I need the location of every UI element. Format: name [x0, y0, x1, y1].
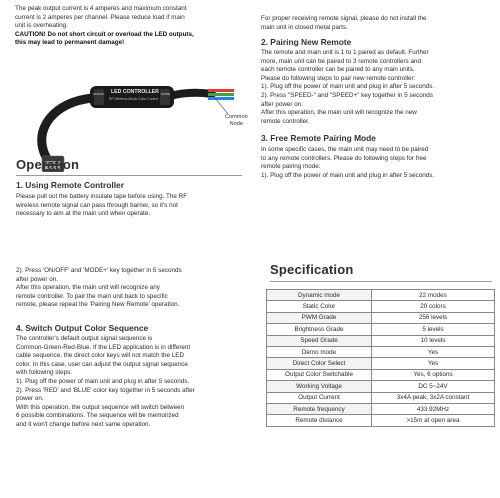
text-line: The remote and main unit is 1 to 1 paired as default. Further [261, 49, 429, 56]
spec-label: Demo mode [267, 346, 372, 357]
common-node-callout [225, 114, 248, 127]
spec-value: Yes [372, 346, 495, 357]
text-line: current is 2 amperes per channel. Please reduce load if main [15, 13, 185, 21]
spec-label: Static Color [267, 301, 372, 312]
spec-value: 3x4A peak, 3x2A constant [372, 392, 495, 403]
text-line: The peak output current is 4 amperes and maximum constant [15, 5, 187, 12]
text-line: 2). Press 'RED' and 'BLUE' color key together in 5 seconds after [16, 386, 195, 394]
table-row [267, 415, 495, 426]
power-button-label: ON/OFF [93, 92, 105, 96]
text-line: 2). Press 'ON/OFF' and 'MODE+' key together in 5 seconds [16, 267, 182, 274]
text-line: 1). Plug off the power of main unit and plug in after 5 seconds. [16, 377, 190, 385]
text-line: With this operation, the output sequence will switch between [16, 403, 185, 411]
text-line: with following steps: [16, 369, 72, 377]
section2-body [261, 49, 497, 126]
spec-table-wrap [266, 289, 495, 427]
callout-line: Node [229, 120, 244, 127]
table-row [267, 358, 495, 369]
spec-label: Dynamic mode [267, 290, 372, 301]
caution-line: this may lead to permanent damage! [15, 39, 125, 47]
text-line: power on. [16, 395, 44, 403]
caution-line: CAUTION! Do not short circuit or overload the LED outputs, [15, 30, 194, 38]
text-line: wireless remote signal can pass through barrier, so it's not [16, 201, 178, 209]
spec-value: 20 colors [372, 301, 495, 312]
text-line: color. In this case, user can adjust the output signal sequence [16, 360, 188, 368]
spec-value: 22 modes [372, 290, 495, 301]
table-row [267, 369, 495, 380]
text-line: Common-Green-Red-Blue. If the LED application is in different [16, 343, 191, 351]
table-row [267, 381, 495, 392]
specification-heading-rule [270, 281, 492, 282]
text-line: For proper receiving remote signal, please do not install the [261, 15, 427, 22]
spec-label: Working Voltage [267, 381, 372, 392]
spec-label: Speed Grade [267, 335, 372, 346]
spec-value: Yes, 6 options [372, 369, 495, 380]
table-row [267, 324, 495, 335]
text-line: The controller's default output signal sequence is [16, 335, 153, 342]
spec-value: 433.92MHz [372, 403, 495, 414]
section1-title: 1. Using Remote Controller [16, 180, 124, 190]
spec-value: 5 levels [372, 324, 495, 335]
spec-label: PWM Grade [267, 312, 372, 323]
spec-label: Remote distance [267, 415, 372, 426]
text-line: cable sequence, the direct color keys will not match the LED [16, 352, 185, 360]
specification-heading: Specification [270, 262, 354, 277]
table-row [267, 392, 495, 403]
spec-value: DC 5~24V [372, 381, 495, 392]
spec-label: Brightness Grade [267, 324, 372, 335]
text-line: remote, please repeat the 'Pairing New Remote' operation. [16, 301, 180, 309]
text-line: In some specific cases, the main unit may need to be paired [261, 146, 429, 153]
spec-value: 10 levels [372, 335, 495, 346]
free-pairing-continued [16, 267, 256, 310]
text-line: 1). Plug off the power of main unit and plug in after 5 seconds. [261, 171, 435, 179]
spec-label: Output Color Switchable [267, 369, 372, 380]
text-line: main unit in closed metal parts. [261, 23, 348, 31]
controller-label: LED CONTROLLER [111, 89, 159, 95]
text-line: to any remote controllers. Please do following steps for free [261, 154, 427, 162]
section4-title: 4. Switch Output Color Sequence [16, 323, 149, 333]
text-line: 1). Plug off the power of main unit and plug in after 5 seconds. [261, 83, 435, 91]
text-line: more, main unit can be paired to 3 remote controllers and [261, 57, 421, 65]
text-line: after power on. [261, 100, 304, 108]
callout-line: Common [225, 114, 248, 120]
table-row [267, 403, 495, 414]
section2-title: 2. Pairing New Remote [261, 37, 352, 47]
section3-body [261, 146, 497, 180]
text-line: remote controller. To pair the main unit back to specific [16, 292, 168, 300]
text-line: Please do following steps to pair new remote controller: [261, 74, 416, 82]
section4-body [16, 335, 256, 430]
text-line: After this operation, the main unit will recognize the new [261, 109, 417, 117]
mode-button-label: MODE [161, 92, 170, 96]
text-line: Please pull out the battery insulate tape before using. The RF [16, 193, 188, 200]
section3-title: 3. Free Remote Pairing Mode [261, 133, 376, 143]
text-line: After this operation, the main unit will recognize any [16, 284, 160, 292]
spec-value: Yes [372, 358, 495, 369]
text-line: 6 possible combinations. The sequence will be memorized [16, 412, 179, 420]
text-line: remote pairing mode: [261, 163, 321, 171]
text-line: 2). Press "SPEED-" and "SPEED+" key together in 5 seconds [261, 91, 433, 99]
spec-value: 256 levels [372, 312, 495, 323]
operation-heading-rule [16, 175, 242, 176]
install-note [261, 15, 497, 32]
spec-value: >15m at open area [372, 415, 495, 426]
table-row [267, 301, 495, 312]
spec-label: Direct Color Select [267, 358, 372, 369]
spec-label: Remote frequency [267, 403, 372, 414]
table-row [267, 290, 495, 301]
text-line: remote controller. [261, 117, 310, 125]
table-row [267, 312, 495, 323]
text-line: necessary to aim at the main unit when operate. [16, 210, 151, 218]
table-row [267, 346, 495, 357]
text-line: each remote controller can be paired to any main units. [261, 66, 415, 74]
spec-table [266, 289, 495, 427]
text-line: unit is overheating. [15, 22, 68, 30]
controller-sublabel: RF Wireless Music Color Control [109, 97, 159, 101]
text-line: after power on. [16, 275, 59, 283]
section1-body [16, 193, 256, 219]
table-row [267, 335, 495, 346]
current-note [15, 5, 255, 48]
operation-heading: Operation [16, 157, 80, 172]
text-line: and it won't change before next same operation. [16, 420, 151, 428]
spec-label: Output Current [267, 392, 372, 403]
